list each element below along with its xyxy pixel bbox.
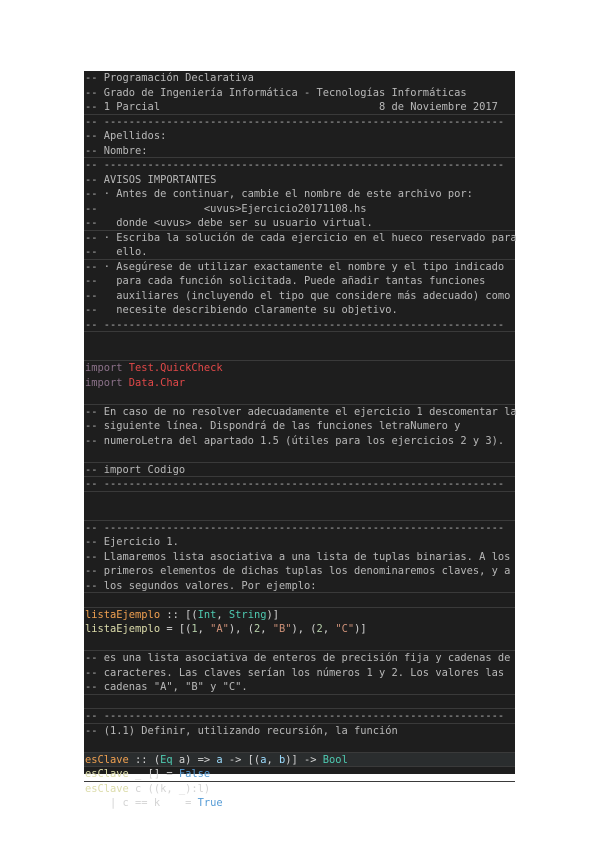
code-token: -- AVISOS IMPORTANTES — [85, 173, 217, 186]
code-token: -- para cada función solicitada. Puede añadir tantas funciones — [85, 275, 486, 287]
code-token: = [( — [160, 623, 192, 635]
code-line[interactable] — [84, 100, 515, 115]
code-token: -- ---------------------------------------------------------------- — [85, 521, 505, 534]
code-line[interactable] — [84, 593, 515, 608]
code-line[interactable] — [84, 158, 515, 173]
code-token: listaEjemplo — [85, 608, 161, 621]
code-token: :: [( — [160, 608, 198, 621]
code-line[interactable] — [84, 680, 515, 695]
code-line[interactable] — [84, 753, 515, 768]
code-token: listaEjemplo — [85, 623, 161, 635]
code-token: , — [322, 623, 336, 635]
code-token: -- · Antes de continuar, cambie el nombre de este archivo por: — [85, 188, 473, 200]
code-line[interactable] — [84, 738, 515, 753]
code-token: -- Grado de Ingeniería Informática - Tecnologías Informáticas — [85, 86, 467, 99]
code-token: -- · Escriba la solución de cada ejercicio en el hueco reservado para — [85, 231, 517, 244]
code-token: -- ---------------------------------------------------------------- — [85, 115, 505, 128]
code-token: -- ---------------------------------------------------------------- — [85, 159, 505, 171]
code-token: Int — [197, 608, 217, 621]
code-token: -- ---------------------------------------------------------------- — [85, 318, 505, 331]
code-token: ), ( — [228, 623, 254, 635]
code-token: import — [85, 362, 129, 374]
code-line[interactable] — [84, 303, 515, 318]
code-token: esClave — [85, 768, 129, 780]
code-token: | c == k = — [85, 797, 198, 809]
code-token: 2 — [253, 623, 261, 635]
code-token: True — [197, 797, 223, 809]
code-line[interactable] — [84, 231, 515, 246]
code-token: -- ello. — [85, 246, 148, 258]
code-line[interactable] — [84, 709, 515, 724]
code-line[interactable] — [84, 390, 515, 405]
code-token: 1 — [191, 623, 198, 635]
code-token: -- 1 Parcial 8 de Noviembre 2017 — [85, 101, 498, 113]
code-token: False — [178, 768, 211, 780]
code-token: -- <uvus>Ejercicio20171108.hs — [85, 202, 367, 215]
code-line[interactable] — [84, 144, 515, 159]
code-token: -- Apellidos: — [85, 130, 167, 142]
code-line[interactable] — [84, 173, 515, 188]
code-line[interactable] — [84, 318, 515, 333]
code-token: Test.QuickCheck — [128, 362, 223, 374]
code-line[interactable] — [84, 579, 515, 594]
code-line[interactable] — [84, 521, 515, 536]
code-token: -- cadenas "A", "B" y "C". — [85, 681, 248, 693]
code-token: Eq — [160, 753, 173, 766]
code-token: "A" — [210, 623, 229, 635]
code-token: -- Llamaremos lista asociativa a una lista de tuplas binarias. A los — [85, 550, 511, 563]
code-token: -- · Asegúrese de utilizar exactamente el nombre y el tipo indicado — [85, 260, 505, 273]
code-token: , — [216, 608, 229, 621]
code-token: "C" — [335, 623, 355, 635]
code-token: import — [85, 376, 129, 389]
code-line[interactable] — [84, 187, 515, 202]
code-token: )] -> — [285, 753, 323, 766]
code-line[interactable] — [84, 361, 515, 376]
code-token: -- auxiliares (incluyendo el tipo que considere más adecuado) como — [85, 289, 511, 302]
code-line[interactable] — [84, 332, 515, 347]
code-token: -- caracteres. Las claves serían los números 1 y 2. Los valores las — [85, 666, 505, 679]
code-line[interactable] — [84, 796, 515, 811]
code-token: , — [260, 623, 273, 635]
code-editor[interactable] — [84, 71, 517, 809]
code-line[interactable] — [84, 608, 515, 623]
code-token: :: ( — [128, 753, 161, 766]
code-line[interactable] — [84, 492, 515, 507]
code-line[interactable] — [84, 535, 515, 550]
code-token: a — [260, 753, 267, 766]
code-line[interactable] — [84, 260, 515, 275]
code-token: -- En caso de no resolver adecuadamente el ejercicio 1 descomentar la — [85, 405, 517, 418]
code-line[interactable] — [84, 202, 515, 217]
code-token: a — [216, 753, 223, 766]
code-token: Data.Char — [128, 376, 186, 389]
code-token: -> [( — [222, 753, 261, 766]
code-token: 2 — [316, 623, 323, 635]
code-token: Bool — [322, 753, 348, 766]
code-line[interactable] — [84, 448, 515, 463]
code-line[interactable] — [84, 506, 515, 521]
code-token: -- Programación Declarativa — [85, 72, 254, 84]
code-line[interactable] — [84, 782, 515, 797]
code-line[interactable] — [84, 637, 515, 652]
code-line[interactable] — [84, 550, 515, 565]
code-token: -- donde <uvus> debe ser su usuario virtual. — [85, 217, 373, 229]
code-line[interactable] — [84, 477, 515, 492]
code-line[interactable] — [84, 129, 515, 144]
code-token: b — [278, 753, 286, 766]
code-token: a) => — [172, 753, 217, 766]
code-line[interactable] — [84, 71, 515, 86]
code-token: , — [266, 753, 279, 766]
code-line[interactable] — [84, 724, 515, 739]
code-line[interactable] — [84, 115, 515, 130]
code-token: -- los segundos valores. Por ejemplo: — [85, 579, 317, 592]
code-token: -- ---------------------------------------------------------------- — [85, 710, 505, 722]
code-token: -- numeroLetra del apartado 1.5 (útiles para los ejercicios 2 y 3). — [85, 434, 505, 447]
code-token: -- necesite describiendo claramente su objetivo. — [85, 304, 398, 316]
code-line[interactable] — [84, 419, 515, 434]
code-line[interactable] — [84, 622, 515, 637]
code-line[interactable] — [84, 651, 515, 666]
code-token: ), ( — [291, 623, 317, 635]
code-token: _ [] = — [128, 768, 179, 780]
code-line[interactable] — [84, 274, 515, 289]
code-line[interactable] — [84, 666, 515, 681]
code-token: esClave — [85, 782, 129, 795]
code-token: String — [228, 608, 267, 621]
code-line[interactable] — [84, 434, 515, 449]
code-token: -- primeros elementos de dichas tuplas los denominaremos claves, y a — [85, 565, 511, 577]
code-token: -- ---------------------------------------------------------------- — [85, 478, 505, 490]
code-token: )] — [354, 623, 367, 635]
code-line[interactable] — [84, 695, 515, 710]
code-token: , — [197, 623, 211, 635]
code-token: "B" — [272, 623, 292, 635]
code-token: -- Nombre: — [85, 144, 148, 157]
code-token: -- Ejercicio 1. — [85, 536, 179, 548]
code-token: -- import Codigo — [85, 463, 186, 476]
code-line[interactable] — [84, 289, 515, 304]
code-token: -- siguiente línea. Dispondrá de las funciones letraNumero y — [85, 420, 461, 432]
code-token: )] — [266, 608, 279, 621]
code-token: c ((k, _):l) — [128, 782, 211, 795]
code-line[interactable] — [84, 245, 515, 260]
code-line[interactable] — [84, 86, 515, 101]
code-line[interactable] — [84, 767, 515, 782]
code-line[interactable] — [84, 216, 515, 231]
code-token: esClave — [85, 753, 129, 766]
code-line[interactable] — [84, 347, 515, 362]
code-line[interactable] — [84, 376, 515, 391]
code-line[interactable] — [84, 405, 515, 420]
code-token: -- es una lista asociativa de enteros de precisión fija y cadenas de — [85, 652, 511, 664]
code-line[interactable] — [84, 564, 515, 579]
code-token: -- (1.1) Definir, utilizando recursión, la función — [85, 724, 398, 737]
code-line[interactable] — [84, 463, 515, 478]
